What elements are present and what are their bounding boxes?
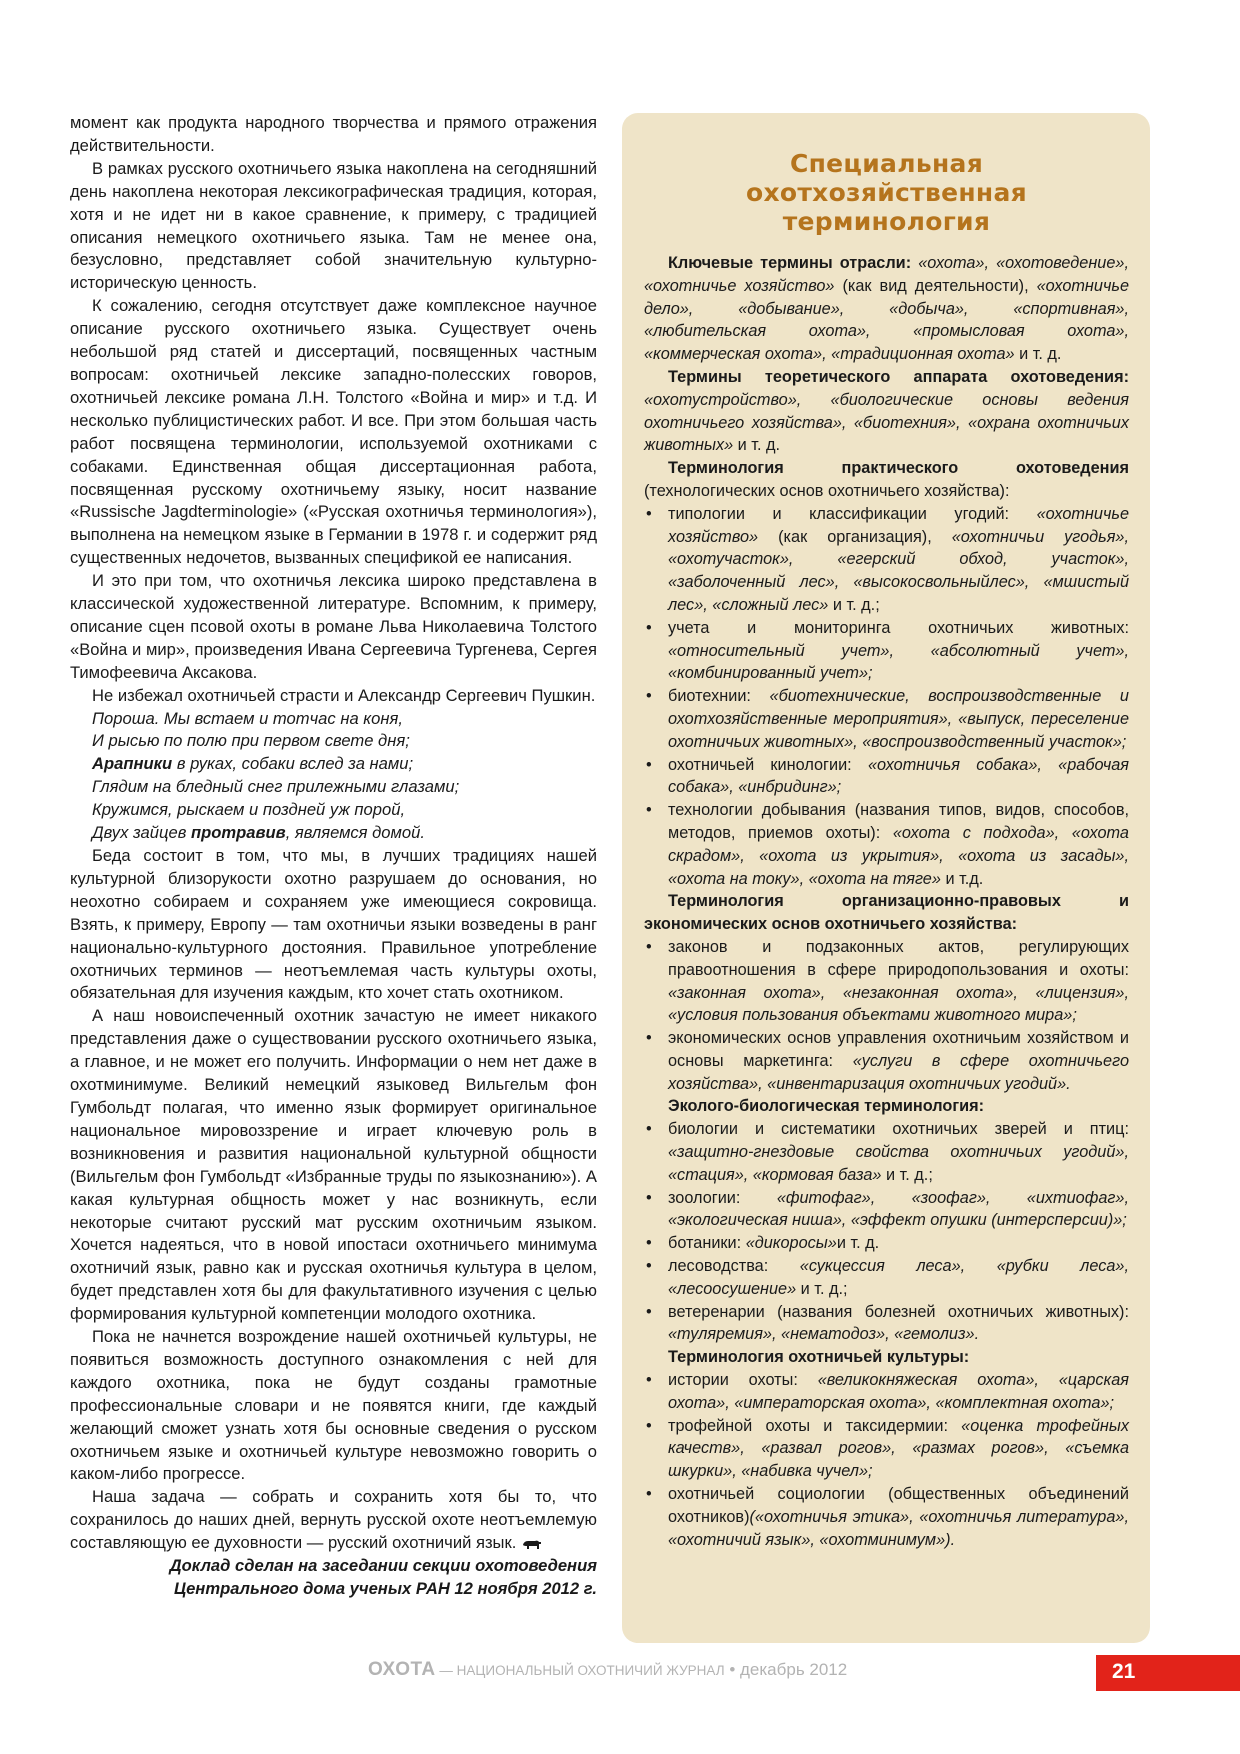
item-text: ботаники: [668, 1234, 746, 1253]
item-text: биологии и систематики охотничьих зверей и птиц: [668, 1120, 1129, 1139]
list-item [644, 617, 1129, 685]
paragraph: В рамках русского охотничьего языка накоплена на сегодняшний день накоплена некоторая лексикографическая традиция, которая, хотя и не идет ни в какое сравнение, к примеру, с традицией описания немецкого охотничьего языка. Там не менее она, безусловно, представляет собой значительную культурно-историческую ценность. [70, 158, 597, 293]
report-line: Доклад сделан на заседании секции охотоведения [169, 1556, 597, 1576]
section-lead: Терминология организационно-правовых и экономических основ охотничьего хозяйства: [644, 892, 1129, 934]
item-terms: «туляремия», «нематодоз», «гемолиз». [668, 1325, 980, 1344]
item-text: и т. д.; [881, 1165, 933, 1184]
paragraph: момент как продукта народного творчества и прямого отражения действительности. [70, 113, 597, 155]
list-item [644, 1415, 1129, 1483]
poem-bold-word: Арапники [92, 754, 173, 774]
paragraph-final [70, 1486, 597, 1555]
footer-credit [368, 1659, 847, 1681]
poem-line: Кружимся, рыскаем и поздней уж порой, [92, 800, 406, 820]
item-text: лесоводства: [668, 1257, 800, 1276]
poem-line: И рысью по полю при первом свете дня; [92, 731, 410, 751]
section-lead: Терминология практического охотоведения [668, 459, 1129, 478]
item-terms: «сукцессия леса», «рубки леса», «лесоосушение» [668, 1257, 1130, 1298]
item-terms: «дикоросы» [745, 1234, 837, 1253]
item-text: охотничьей кинологии: [668, 755, 868, 774]
section-practical-terms [644, 457, 1129, 503]
list-item [644, 1483, 1129, 1551]
final-text: Наша задача — собрать и сохранить хотя бы то, что сохранилось до наших дней, вернуть русской охоте неотъемлемую составляющую ее духовности — русский охотничий язык. [70, 1487, 597, 1553]
item-terms: «фитофаг», «зоофаг», «ихтиофаг», «экологическая ниша», «эффект опушки (интерсперсии)»; [668, 1188, 1129, 1230]
term-list: «охота», «охотоведение», «охотничье хозяйство» [644, 254, 1129, 295]
title-line: охотхозяйственная [745, 178, 1027, 207]
list-item [644, 1187, 1129, 1233]
item-text: ветеренарии (названия болезней охотничьих животных): [668, 1302, 1129, 1321]
note: и т. д. [733, 436, 781, 455]
item-text: трофейной охоты и таксидермии: [668, 1416, 962, 1435]
item-terms: «защитно-гнездовые свойства охотничьих угодий», «стация», «кормовая база» [668, 1143, 1129, 1184]
page-number-tab [1096, 1655, 1240, 1691]
term-list: «охотничье дело», «добывание», «добыча», «спортивная», «любительская охота», «промысловая охота», «коммерческая охота», «традиционная охота» [644, 276, 1129, 364]
list-item [644, 1232, 1129, 1255]
poem-line [92, 822, 597, 845]
list-item [644, 799, 1129, 890]
list-item [644, 685, 1129, 753]
item-terms: «охота с подхода», «охота скрадом», «охота из укрытия», «охота из засады», «охота на току», «охота на тяге» [668, 823, 1129, 888]
item-text: и т.д. [940, 869, 984, 888]
item-text: зоологии: [668, 1188, 777, 1207]
item-text: технологии добывания (названия типов, видов, способов, методов, приемов охоты): [668, 801, 1129, 842]
title-line: Специальная [789, 149, 984, 178]
section-culture-terms [644, 1346, 1129, 1369]
pushkin-poem [70, 708, 597, 845]
ecology-list [644, 1118, 1129, 1346]
poem-line-pre: Двух зайцев [92, 823, 191, 843]
issue-date: • декабрь 2012 [724, 1660, 848, 1679]
item-text: охотничьей социологии (общественных объединений охотников) [668, 1485, 1129, 1526]
item-terms: «охотничья собака», «рабочая собака», «инбридинг»; [668, 755, 1129, 797]
list-item [644, 754, 1129, 800]
item-text: типологии и классификации угодий: [668, 504, 1037, 523]
item-text: экономических основ управления охотничьим хозяйством и основы маркетинга: [668, 1029, 1129, 1070]
list-item [644, 936, 1129, 1027]
paragraph: И это при том, что охотничья лексика широко представлена в классической художественной литературе. Вспомним, к примеру, описание сцен псовой охоты в романе Льва Николаевича Толстого «Война и мир», произведения Ивана Сергеевича Тургенева, Сергея Тимофеевича Аксакова. [70, 571, 597, 682]
legal-list [644, 936, 1129, 1096]
magazine-tagline: — НАЦИОНАЛЬНЫЙ ОХОТНИЧИЙ ЖУРНАЛ [435, 1663, 725, 1678]
poem-line-post: , являемся домой. [285, 823, 425, 843]
culture-list [644, 1369, 1129, 1551]
list-item [644, 1369, 1129, 1415]
item-terms: «законная охота», «незаконная охота», «лицензия», «условия пользования объектами животного мира»; [668, 983, 1129, 1025]
term-list: «охотустройство», «биологические основы ведения охотничьего хозяйства», «биотехния», «охрана охотничьих животных» [644, 390, 1129, 455]
sidebar-title [644, 149, 1129, 236]
section-lead: Ключевые термины отрасли: [668, 254, 919, 272]
section-ecology-terms [644, 1095, 1129, 1118]
item-terms: «охотничье хозяйство» [668, 504, 1129, 546]
page-footer [0, 1655, 1240, 1691]
note: (как вид деятельности), [834, 276, 1037, 295]
section-lead: Эколого-биологическая терминология: [668, 1097, 985, 1116]
section-key-terms [644, 252, 1129, 366]
sidebar-content [644, 149, 1129, 1551]
paragraph: Не избежал охотничьей страсти и Александр Сергеевич Пушкин. [92, 685, 596, 705]
paragraph: Пока не начнется возрождение нашей охотничьей культуры, не появиться возможность доступного ознакомления с ней для каждого охотника, пока не будут созданы грамотные профессиональные словари и не появятся книги, где каждый желающий сможет узнать хотя бы основные сведения о русском охотничьем языке и охотничьей культуре невозможно говорить о каком-либо прогрессе. [70, 1327, 597, 1484]
list-item [644, 1027, 1129, 1095]
practical-list [644, 503, 1129, 891]
section-lead: Терминология охотничьей культуры: [668, 1348, 970, 1367]
paragraph: Беда состоит в том, что мы, в лучших традициях нашей культурной близорукости охотно разрушаем до основания, но неохотно собираем и сохраняем уже имеющиеся сокровища. Взять, к примеру, Европу — там охотничьи языки возведены в ранг национально-культурного достояния. Правильное употребление охотничьих терминов — неотъемлемая часть культуры охоты, обязательная для изучения каждым, кто хочет стать охотником. [70, 846, 597, 1003]
report-note [70, 1555, 597, 1601]
paragraph: А наш новоиспеченный охотник зачастую не имеет никакого представления даже о существовании русского охотничьего языка, а главное, и не может его получить. Информации о нем нет даже в охотминимуме. Великий немецкий языковед Вильгельм фон Гумбольдт полагая, что именно язык формирует оригинальное национальное мировоззрение и играет ключевую роль в возникновения и развития национальной культурной общности (Вильгельм фон Гумбольдт «Избранные труды по языкознанию»). А какая культурная общность может у нас возникнуть, если некоторые считают русский мат русским охотничьим языком. Хочется надеяться, что в новой ипостаси охотничьего минимума охотничий язык, равно как и русская охотничья культура в целом, будет представлен хотя бы для факультативного изучения с целью формирования культурной компетенции молодого охотника. [70, 1006, 597, 1324]
list-item [644, 1301, 1129, 1347]
item-text: и т. д.; [828, 595, 880, 614]
poem-bold-word: протравив [190, 823, 286, 843]
item-text: (как организация), [758, 527, 952, 546]
magazine-brand: ОХОТА [368, 1659, 436, 1680]
article-column [70, 112, 597, 1601]
item-terms: «охотничьи угодья», «охотучасток», «егерский обход, участок», «заболоченный лес», «высокосвольныйлес», «мшистый лес», «сложный лес» [668, 527, 1129, 614]
item-terms: «биотехнические, воспроизводственные и охотхозяйственные мероприятия», «выпуск, переселение охотничьих животных», «воспроизводственный участок»; [668, 687, 1129, 751]
poem-line: Глядим на бледный снег прилежными глазами; [92, 777, 460, 797]
item-text: и т. д.; [796, 1279, 848, 1298]
list-item [644, 1118, 1129, 1186]
bear-icon [522, 1538, 542, 1550]
item-text: законов и подзаконных актов, регулирующих правоотношения в сфере природопользования и охоты: [668, 937, 1129, 979]
section-theory-terms [644, 366, 1129, 457]
paragraph: К сожалению, сегодня отсутствует даже комплексное научное описание русского охотничьего языка. Существует очень небольшой ряд статей и диссертаций, посвященных частным вопросам: охотничьей лексике западно-полесских говоров, охотничьей лексике романа Л.Н. Толстого «Война и мир» и т.д. И несколько публицистических работ. И все. При этом большая часть работ посвящена терминологии, используемой охотниками с собаками. Единственная общая диссертационная работа, посвященная русскому охотничьему языку, носит название «Russische Jagdterminologie» («Русская охотничья терминология»), выполнена на немецком языке в Германии в 1978 г. и содержит ряд существенных недочетов, вызванных спецификой ее написания. [70, 296, 597, 568]
poem-line: Пороша. Мы встаем и тотчас на коня, [92, 708, 403, 728]
item-terms: «относительный учет», «абсолютный учет», «комбинированный учет»; [668, 641, 1129, 683]
terminology-sidebar [622, 113, 1150, 1643]
item-terms: «оценка трофейных качеств», «развал рогов», «размах рогов», «съемка шкурки», «набивка чучел»; [668, 1416, 1129, 1481]
item-text: истории охоты: [668, 1371, 818, 1390]
title-line: терминология [782, 207, 991, 236]
page-number: 21 [1112, 1660, 1136, 1683]
list-item [644, 1255, 1129, 1301]
report-line: Центрального дома ученых РАН 12 ноября 2012 г. [173, 1579, 597, 1598]
note: (технологических основ охотничьего хозяйства): [644, 481, 1010, 500]
item-terms: «услуги в сфере охотничьего хозяйства», «инвентаризация охотничьих угодий». [668, 1051, 1130, 1093]
section-lead: Термины теоретического аппарата охотоведения: [668, 367, 1129, 386]
list-item [644, 503, 1129, 617]
item-text: и т. д. [836, 1234, 880, 1253]
item-terms: («охотничья этика», «охотничья литература», «охотничий язык», «охотминимум»). [668, 1507, 1129, 1549]
item-terms: «великокняжеская охота», «царская охота», «императорская охота», «комплектная охота»; [668, 1371, 1129, 1412]
item-text: биотехнии: [668, 687, 770, 706]
poem-line-rest: в руках, собаки вслед за нами; [172, 754, 414, 774]
note: и т. д. [1014, 345, 1062, 364]
section-legal-terms [644, 890, 1129, 936]
item-text: учета и мониторинга охотничьих животных: [668, 618, 1129, 637]
poem-line [92, 753, 597, 776]
